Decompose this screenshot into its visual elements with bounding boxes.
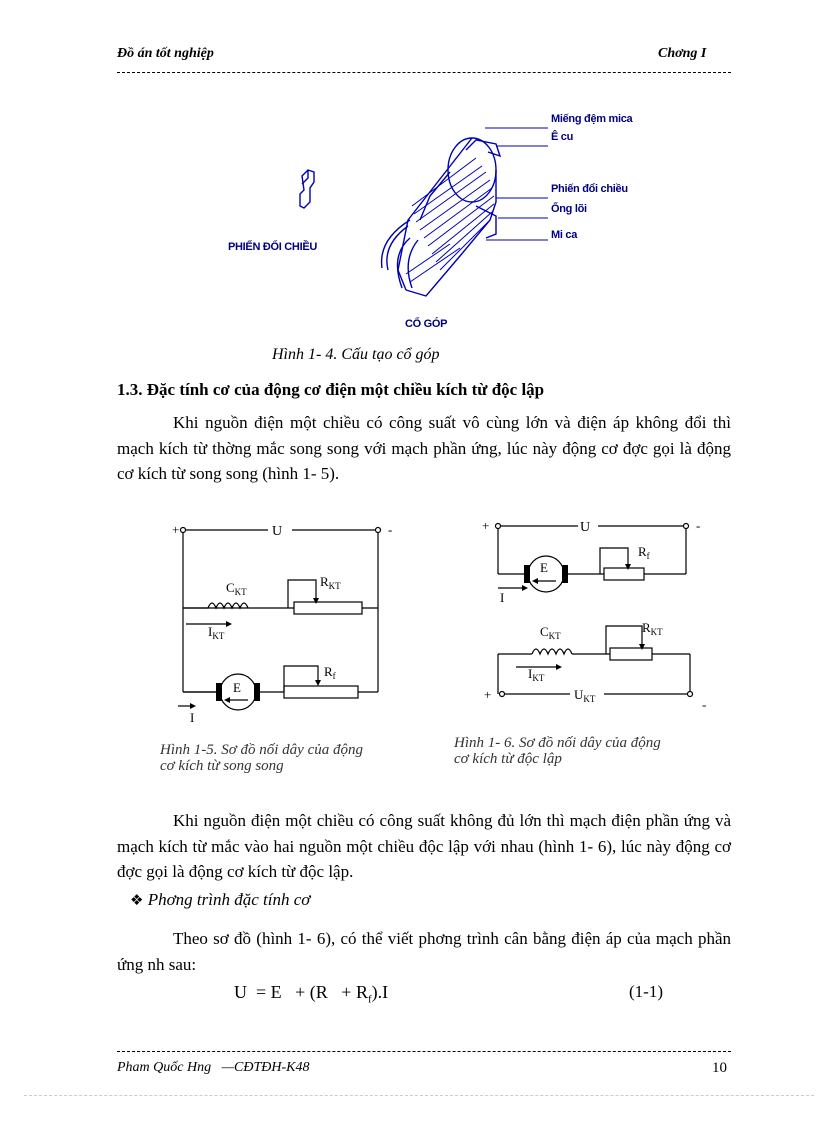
c16-lower-minus: - bbox=[702, 697, 707, 712]
circuit-diagram-separate bbox=[480, 514, 720, 714]
label-segment-left: PHIẾN ĐỔI CHIỀU bbox=[228, 241, 318, 253]
c16-ikt: $I_{KT}$ bbox=[528, 666, 545, 683]
c15-rkt: $R_{KT}$ bbox=[320, 574, 341, 591]
figure-1-6-caption-line1: Hình 1- 6. Sơ đồ nối dây của động bbox=[454, 735, 661, 751]
bullet-text: Phơng trình đặc tính cơ bbox=[147, 890, 311, 909]
header-left: Đồ án tốt nghiệp bbox=[117, 46, 214, 61]
header-chapter: Chơng I bbox=[658, 46, 707, 61]
label-commutator: CỔ GÓP bbox=[405, 318, 448, 330]
label-commutator-segment: Phiến đổi chiều bbox=[551, 183, 628, 195]
circuit-diagram-shunt bbox=[168, 518, 408, 728]
label-core-tube: Ống lõi bbox=[551, 203, 587, 215]
figure-1-5-caption-line1: Hình 1-5. Sơ đồ nối dây của động bbox=[160, 742, 363, 758]
label-nut: Ê cu bbox=[551, 131, 574, 143]
commutator-illustration bbox=[290, 110, 700, 340]
figure-1-5-caption bbox=[160, 742, 363, 774]
page-number: 10 bbox=[712, 1060, 727, 1076]
c15-e: E bbox=[233, 680, 241, 695]
section-heading: 1.3. Đặc tính cơ của động cơ điện một chiều kích từ độc lập bbox=[117, 380, 545, 399]
c16-e: E bbox=[540, 560, 548, 575]
figure-1-6-caption-line2: cơ kích từ độc lập bbox=[454, 751, 562, 767]
c16-i: I bbox=[500, 590, 505, 605]
label-mica-washer: Miếng đệm mica bbox=[551, 113, 633, 125]
c16-ckt: $C_{KT}$ bbox=[540, 624, 561, 641]
header-divider bbox=[117, 72, 731, 73]
c16-minus: - bbox=[696, 518, 701, 533]
equation-sub: f bbox=[367, 993, 372, 1006]
c16-plus: + bbox=[482, 518, 490, 533]
c16-lower-plus: + bbox=[484, 687, 492, 702]
c15-i: I bbox=[190, 710, 195, 725]
c16-rkt: $R_{KT}$ bbox=[642, 620, 663, 637]
c15-minus: - bbox=[388, 522, 393, 537]
paragraph-1: Khi nguồn điện một chiều có công suất vô cùng lớn và điện áp không đổi thì mạch kích từ thờng mắc song song với mạch phần ứng, lúc này động cơ đợc gọi là động cơ kích từ song song (hình 1- 5). bbox=[117, 413, 731, 483]
c15-rf: $R_f$ bbox=[324, 664, 336, 681]
paragraph-2: Khi nguồn điện một chiều có công suất không đủ lớn thì mạch điện phần ứng và mạch kích từ mắc vào hai nguồn một chiều độc lập với nhau (hình 1- 6), lúc này động cơ đợc gọi là động cơ kích từ độc lập. bbox=[117, 811, 731, 881]
c16-u: U bbox=[580, 520, 591, 535]
figure-1-4-caption: Hình 1- 4. Cấu tạo cổ góp bbox=[272, 346, 440, 363]
c15-u: U bbox=[272, 524, 283, 539]
page-bottom-line bbox=[24, 1095, 814, 1096]
c15-ikt: $I_{KT}$ bbox=[208, 624, 225, 641]
label-mica: Mi ca bbox=[551, 229, 578, 241]
c15-plus: + bbox=[172, 522, 180, 537]
equation-lhs: U = E + (R + R bbox=[234, 982, 368, 1002]
equation-number: (1-1) bbox=[629, 982, 663, 1001]
c16-ukt: $U_{KT}$ bbox=[574, 687, 596, 704]
c16-rf: $R_f$ bbox=[638, 544, 650, 561]
footer-author: Pham Quốc Hng —CĐTĐH-K48 bbox=[117, 1060, 310, 1075]
c15-ckt: $C_{KT}$ bbox=[226, 580, 247, 597]
bullet-heading bbox=[130, 890, 310, 910]
figure-1-6-caption bbox=[454, 735, 661, 767]
paragraph-3: Theo sơ đồ (hình 1- 6), có thể viết phơng trình cân bằng điện áp của mạch phần ứng nh sau: bbox=[117, 929, 731, 974]
equation bbox=[234, 982, 388, 1006]
footer-divider bbox=[117, 1051, 731, 1052]
equation-rhs: ).I bbox=[371, 982, 389, 1002]
bullet-icon: ❖ bbox=[130, 891, 144, 909]
figure-1-5-caption-line2: cơ kích từ song song bbox=[160, 758, 284, 774]
